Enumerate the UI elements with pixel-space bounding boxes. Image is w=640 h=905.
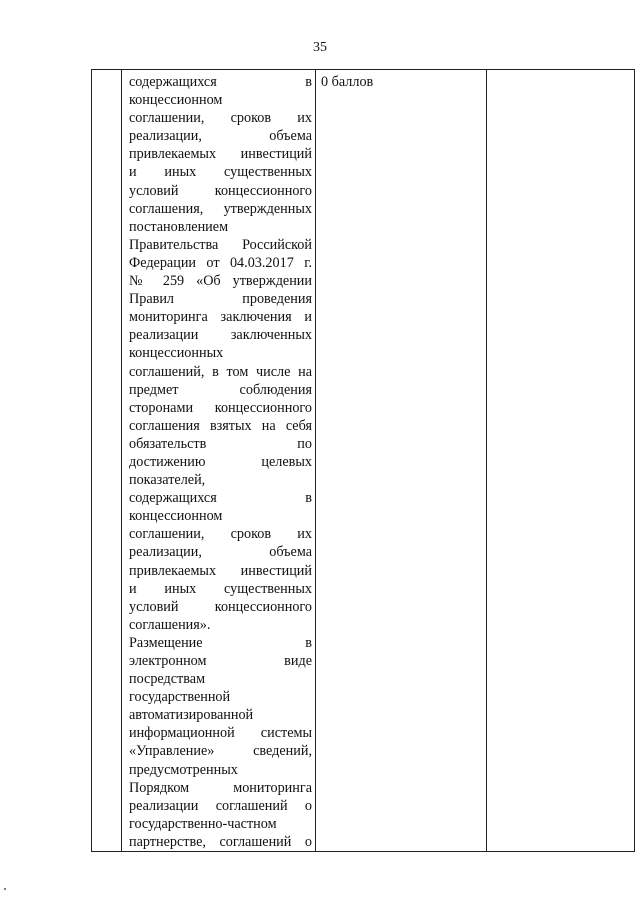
description-line: соглашения». bbox=[129, 616, 211, 633]
description-line: реализации, объема bbox=[129, 128, 312, 145]
description-line: и иных существенных bbox=[129, 164, 312, 181]
score-value: 0 баллов bbox=[321, 74, 374, 90]
criterion-description bbox=[122, 70, 315, 851]
description-line: показателей, bbox=[129, 472, 206, 489]
description-line: постановлением bbox=[129, 218, 229, 235]
description-line: Федерации от 04.03.2017 г. bbox=[129, 254, 312, 271]
description-line: электронном виде bbox=[129, 653, 312, 669]
description-line: и иных существенных bbox=[129, 580, 312, 597]
description-line: соглашения взятых на себя bbox=[129, 417, 312, 434]
description-line: реализации соглашений о bbox=[129, 797, 312, 814]
description-line: условий концессионного bbox=[129, 598, 312, 615]
description-line: автоматизированной bbox=[129, 707, 254, 724]
notes-cell bbox=[487, 70, 635, 852]
description-line: концессионном bbox=[129, 92, 223, 109]
description-line: № 259 «Об утверждении bbox=[129, 273, 312, 290]
description-line: соглашения, утвержденных bbox=[129, 200, 312, 217]
description-line: содержащихся в bbox=[129, 490, 312, 507]
description-line: привлекаемых инвестиций bbox=[129, 146, 312, 163]
criteria-table bbox=[91, 69, 635, 852]
description-line: достижению целевых bbox=[129, 453, 312, 470]
description-line: Правил проведения bbox=[129, 291, 312, 308]
criterion-description-cell bbox=[122, 70, 316, 852]
description-line: реализации, объема bbox=[129, 544, 312, 561]
description-line: предмет соблюдения bbox=[129, 381, 312, 398]
description-line: концессионном bbox=[129, 508, 223, 525]
description-line: Правительства Российской bbox=[129, 236, 312, 253]
description-line: сторонами концессионного bbox=[129, 399, 312, 416]
description-line: Порядком мониторинга bbox=[129, 779, 312, 796]
description-line: реализации заключенных bbox=[129, 327, 312, 344]
description-line: соглашении, сроков их bbox=[129, 110, 312, 127]
description-line: информационной системы bbox=[129, 725, 312, 742]
description-line: государственно-частном bbox=[129, 815, 277, 832]
description-line: предусмотренных bbox=[129, 761, 238, 778]
description-line: концессионных bbox=[129, 345, 224, 362]
description-line: соглашении, сроков их bbox=[129, 526, 312, 543]
description-line: содержащихся в bbox=[129, 74, 312, 90]
description-line: привлекаемых инвестиций bbox=[129, 562, 312, 579]
description-line: партнерстве, соглашений о bbox=[129, 833, 312, 850]
description-line: государственной bbox=[129, 689, 231, 706]
scan-speck bbox=[4, 888, 6, 890]
number-cell bbox=[92, 70, 122, 852]
description-line: Размещение в bbox=[129, 634, 312, 651]
description-line: «Управление» сведений, bbox=[129, 743, 312, 760]
description-line: посредствам bbox=[129, 671, 206, 688]
description-line: условий концессионного bbox=[129, 182, 312, 199]
score-cell bbox=[316, 70, 487, 852]
description-line: мониторинга заключения и bbox=[129, 309, 312, 326]
description-line: соглашений, в том числе на bbox=[129, 363, 312, 380]
description-line: обязательств по bbox=[129, 435, 312, 452]
table-row bbox=[92, 70, 635, 852]
page-number: 35 bbox=[313, 40, 327, 55]
